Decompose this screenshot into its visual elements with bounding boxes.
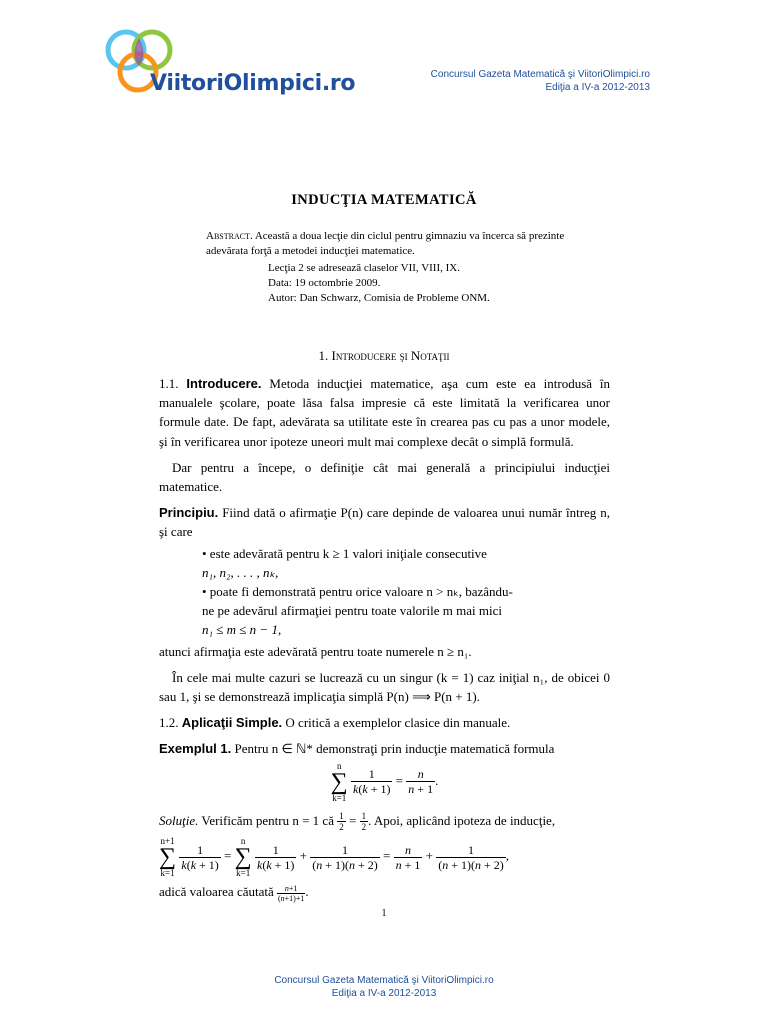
condition-2-line-1: • poate fi demonstrată pentru orice valoare n > nₖ, bazându- bbox=[202, 584, 513, 600]
condition-1-line-2: n₁, n₂, . . . , nₖ, bbox=[202, 564, 279, 580]
condition-1-line-1: • este adevărată pentru k ≥ 1 valori iniţiale consecutive bbox=[202, 545, 487, 561]
example-heading: Exemplul 1. bbox=[159, 741, 232, 757]
section-heading: 1. Introducere şi Notaţii bbox=[318, 348, 450, 363]
meta-audience: Lecţia 2 se adresează claselor VII, VIII, IX. bbox=[268, 262, 460, 274]
footer-line-2: Ediţia a IV-a 2012-2013 bbox=[331, 988, 437, 999]
sum-symbol: n ∑ k=1 bbox=[330, 760, 348, 803]
abstract-paragraph bbox=[206, 229, 566, 259]
principle-conditions bbox=[159, 544, 610, 640]
common-case-paragraph: În cele mai multe cazuri se lucrează cu un singur (k = 1) caz iniţial n₁, de obicei 0 sau 1, şi se demonstrează implicaţia simplă P(n) ⟹ P(n + 1). bbox=[159, 669, 610, 705]
intro-heading: Introducere. bbox=[186, 376, 262, 391]
site-logo[interactable] bbox=[100, 28, 360, 104]
document-title: INDUCŢIA MATEMATICĂ bbox=[291, 192, 477, 208]
intro-paragraph bbox=[159, 374, 610, 451]
applications-label: 1.2. bbox=[159, 715, 179, 731]
solution-text-a: Verificăm pentru n = 1 că bbox=[201, 812, 334, 828]
applications-text: O critică a exemplelor clasice din manuale. bbox=[285, 715, 511, 731]
fraction: $\frac{n}{n + 1}$ bbox=[395, 842, 421, 872]
page-number: 1 bbox=[381, 908, 387, 919]
solution-paragraph: Soluţie. Verificăm pentru n = 1 că $\frac{1}{2}$ = $\frac{1}{2}$ . Apoi, aplicând ipoteza de inducţie, bbox=[159, 811, 556, 833]
header-contest-info bbox=[431, 68, 650, 94]
footer-line-1: Concursul Gazeta Matematică şi ViitoriOlimpici.ro bbox=[274, 975, 494, 986]
definition-paragraph: Dar pentru a începe, o definiţie cât mai generală a principiului inducţiei matematice. bbox=[159, 459, 610, 495]
fraction: $\frac{1}{k(k + 1)}$ bbox=[181, 842, 219, 872]
meta-date: Data: 19 octombrie 2009. bbox=[268, 277, 381, 289]
document-body bbox=[159, 374, 610, 910]
example-paragraph bbox=[159, 739, 610, 758]
abstract-meta bbox=[206, 261, 566, 306]
condition-2-line-2: ne pe adevărul afirmaţiei pentru toate valorile m mai mici bbox=[202, 603, 502, 619]
footer-contest-info bbox=[0, 974, 768, 1000]
logo-text: ViitoriOlimpici.ro bbox=[150, 71, 356, 96]
induction-step-formula: n+1 ∑ k=1 $\frac{1}{k(k + 1)}$ = n ∑ k=1 $\frac{1}{k(k + 1)}$ + $\frac{1}{(n + 1)(n + 2)}$ = $\frac{n}{n + 1}$ + $\frac{1}{(n + 1)(n + 2)}$ , bbox=[159, 836, 510, 879]
condition-2-line-3: n₁ ≤ m ≤ n − 1, bbox=[202, 622, 282, 638]
principle-conclusion: atunci afirmaţia este adevărată pentru toate numerele n ≥ n₁. bbox=[159, 643, 472, 659]
fraction: $\frac{n+1}{(n+1)+1}$ bbox=[278, 883, 305, 903]
fraction: $\frac{1}{k(k + 1)}$ bbox=[256, 842, 295, 872]
abstract-block bbox=[206, 229, 566, 306]
meta-author: Autor: Dan Schwarz, Comisia de Probleme ONM. bbox=[268, 292, 490, 304]
intro-text: Metoda inducţiei matematice, aşa cum este ea introdusă în manualele şcolare, poate lăsa falsa impresie că este limitată la verificarea unor formule date. De fapt, adevărata sa utilitate este în crearea pas cu pas a unor modele, şi în verificarea unor ipoteze uneori mult mai complexe decât o simplă formulă. bbox=[159, 376, 611, 449]
header-line-2: Ediţia a IV-a 2012-2013 bbox=[545, 82, 650, 93]
conclusion-text: adică valoarea căutată bbox=[159, 884, 274, 900]
fraction: $\frac{n}{n + 1}$ bbox=[408, 767, 434, 797]
fraction: $\frac{1}{(n + 1)(n + 2)}$ bbox=[312, 842, 378, 872]
principle-heading: Principiu. bbox=[159, 505, 219, 521]
solution-label: Soluţie. bbox=[159, 812, 199, 828]
fraction: $\frac{1}{2}$ bbox=[339, 811, 344, 833]
principle-text: Fiind dată o afirmaţie P(n) care depinde de valoarea unui număr întreg n, şi care bbox=[159, 505, 610, 540]
example-formula: n ∑ k=1 $\frac{1}{k(k + 1)}$ = $\frac{n}{n + 1}$ . bbox=[330, 760, 439, 803]
intro-label: 1.1. bbox=[159, 376, 179, 391]
fraction: $\frac{1}{k(k + 1)}$ bbox=[353, 767, 391, 797]
applications-heading: Aplicaţii Simple. bbox=[181, 715, 283, 731]
sum-symbol: n+1 ∑ k=1 bbox=[159, 836, 177, 879]
abstract-label: Abstract. bbox=[206, 230, 253, 242]
header-line-1: Concursul Gazeta Matematică şi ViitoriOlimpici.ro bbox=[430, 69, 650, 80]
applications-paragraph bbox=[159, 713, 610, 732]
conclusion-paragraph: adică valoarea căutată $\frac{n+1}{(n+1)+1}$ . bbox=[159, 883, 309, 903]
example-text: Pentru n ∈ ℕ* demonstraţi prin inducţie matematică formula bbox=[234, 741, 555, 757]
principle-paragraph bbox=[159, 503, 610, 541]
sum-symbol: n ∑ k=1 bbox=[234, 836, 252, 879]
abstract-text: Această a doua lecţie din ciclul pentru gimnaziu va încerca să prezinte adevărata forţă a metodei inducţiei matematice. bbox=[206, 230, 565, 257]
solution-text-b: Apoi, aplicând ipoteza de inducţie, bbox=[373, 812, 556, 828]
fraction: $\frac{1}{2}$ bbox=[361, 811, 367, 833]
fraction: $\frac{1}{(n + 1)(n + 2)}$ bbox=[438, 842, 504, 872]
